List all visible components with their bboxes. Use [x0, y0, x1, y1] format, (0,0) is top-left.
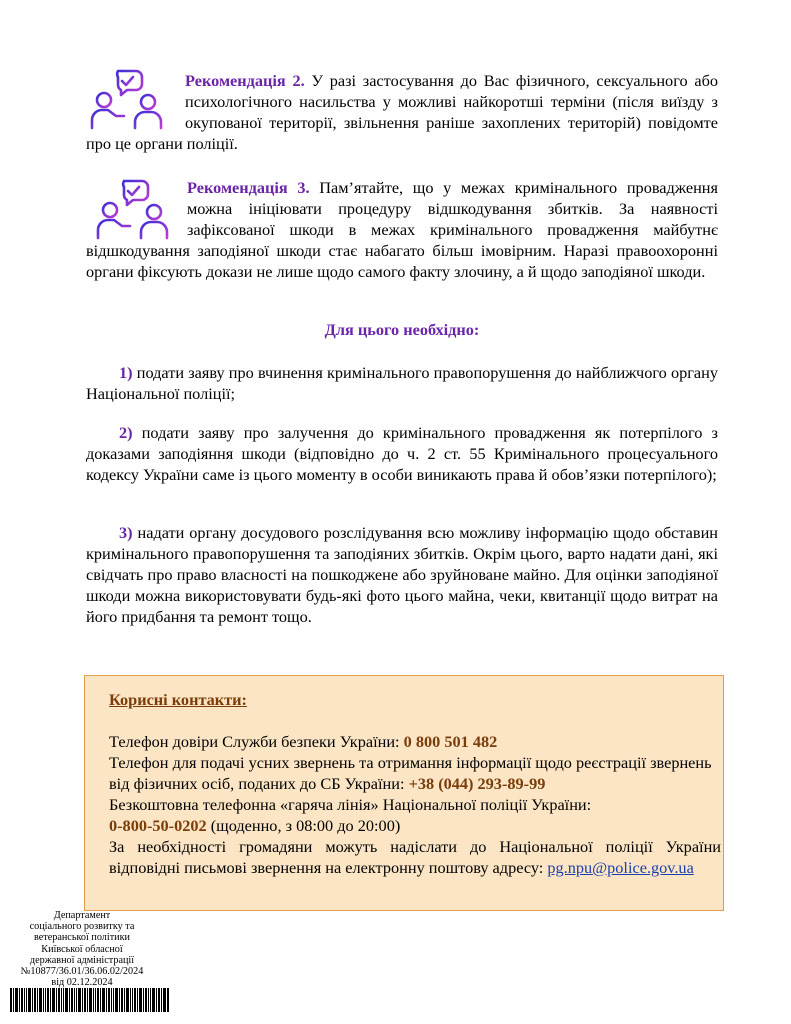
hotline-hours: (щоденно, з 08:00 до 20:00) — [206, 816, 401, 835]
hotline-label: Безкоштовна телефонна «гаряча лінія» Національної поліції України: — [109, 795, 592, 814]
needed-heading: Для цього необхідно: — [324, 320, 480, 339]
recommendation-3-label: Рекомендація 3. — [187, 178, 310, 197]
recommendation-2 — [86, 70, 718, 154]
hotline-line — [109, 815, 721, 836]
useful-contacts-box — [84, 675, 724, 911]
stamp-line: Київської обласної — [41, 943, 123, 955]
recommendation-3 — [86, 177, 718, 282]
barcode-icon — [10, 988, 170, 1012]
written-appeals-text: За необхідності громадяни можуть надіслати до Національної поліції України відповідні письмові звернення на електронну поштову адресу: — [109, 837, 721, 877]
step-number: 3) — [119, 523, 133, 542]
recommendation-2-text: У разі застосування до Вас фізичного, сексуального або психологічного насильства у можливі найкоротші терміни (після виїзду з окупованої території, звільнення раніше захоплених територій) повідомте про це органи поліції. — [86, 71, 718, 153]
step-1 — [86, 362, 718, 404]
step-number: 1) — [119, 363, 133, 382]
stamp-line: №10877/36.01/36.06.02/2024 — [20, 966, 144, 978]
sbu-phone[interactable]: 0 800 501 482 — [403, 732, 498, 751]
appeals-label: Телефон для подачі усних звернень та отримання інформації щодо реєстрації звернень від фізичних осіб, поданих до СБ України: — [109, 753, 712, 793]
step-3 — [86, 522, 718, 627]
step-text: подати заяву про залучення до кримінального провадження як потерпілого з доказами заподіяння шкоди (відповідно до ч. 2 ст. 55 Кримінального процесуального кодексу України саме із цього моменту в особи виникають права й обов’язки потерпілого); — [86, 423, 718, 484]
stamp-line: ветеранської політики — [33, 932, 130, 944]
contacts-title: Корисні контакти: — [109, 690, 247, 709]
hotline-phone[interactable]: 0-800-50-0202 — [109, 816, 207, 835]
sbu-trust-line — [109, 731, 721, 752]
step-2 — [86, 422, 718, 485]
stamp-line: державної адміністрації — [29, 954, 135, 966]
email-link[interactable]: pg.npu@police.gov.ua — [547, 858, 694, 877]
stamp-line: від 02.12.2024 — [51, 977, 113, 989]
sbu-label: Телефон довіри Служби безпеки України: — [109, 732, 404, 751]
stamp-line: Департамент — [53, 910, 111, 921]
recommendation-2-label: Рекомендація 2. — [185, 71, 305, 90]
written-appeals-paragraph — [109, 836, 721, 878]
appeals-line — [109, 752, 721, 794]
step-text: надати органу досудового розслідування всю можливу інформацію щодо обставин кримінального правопорушення та заподіяних збитків. Окрім цього, варто надати дані, які свідчать про право власності на пошкоджене або зруйноване майно. Для оцінки заподіяної шкоди можна використовувати будь-які фото цього майна, чеки, квитанції щодо витрат на його придбання та ремонт тощо. — [86, 523, 718, 626]
step-text: подати заяву про вчинення кримінального правопорушення до найближчого органу Національної поліції; — [86, 363, 718, 403]
appeals-phone[interactable]: +38 (044) 293-89-99 — [408, 774, 546, 793]
registration-stamp — [14, 910, 150, 988]
stamp-line: соціального розвитку та — [29, 921, 135, 933]
step-number: 2) — [119, 423, 133, 442]
recommendation-3-text: Пам’ятайте, що у межах кримінального провадження можна ініціювати процедуру відшкодування збитків. За наявності зафіксованої шкоди в межах кримінального провадження майбутнє відшкодування заподіяної шкоди стає набагато більш імовірним. Наразі правоохоронні органи фіксують докази не лише щодо самого факту злочину, а й щодо заподіяної шкоди. — [86, 178, 718, 281]
